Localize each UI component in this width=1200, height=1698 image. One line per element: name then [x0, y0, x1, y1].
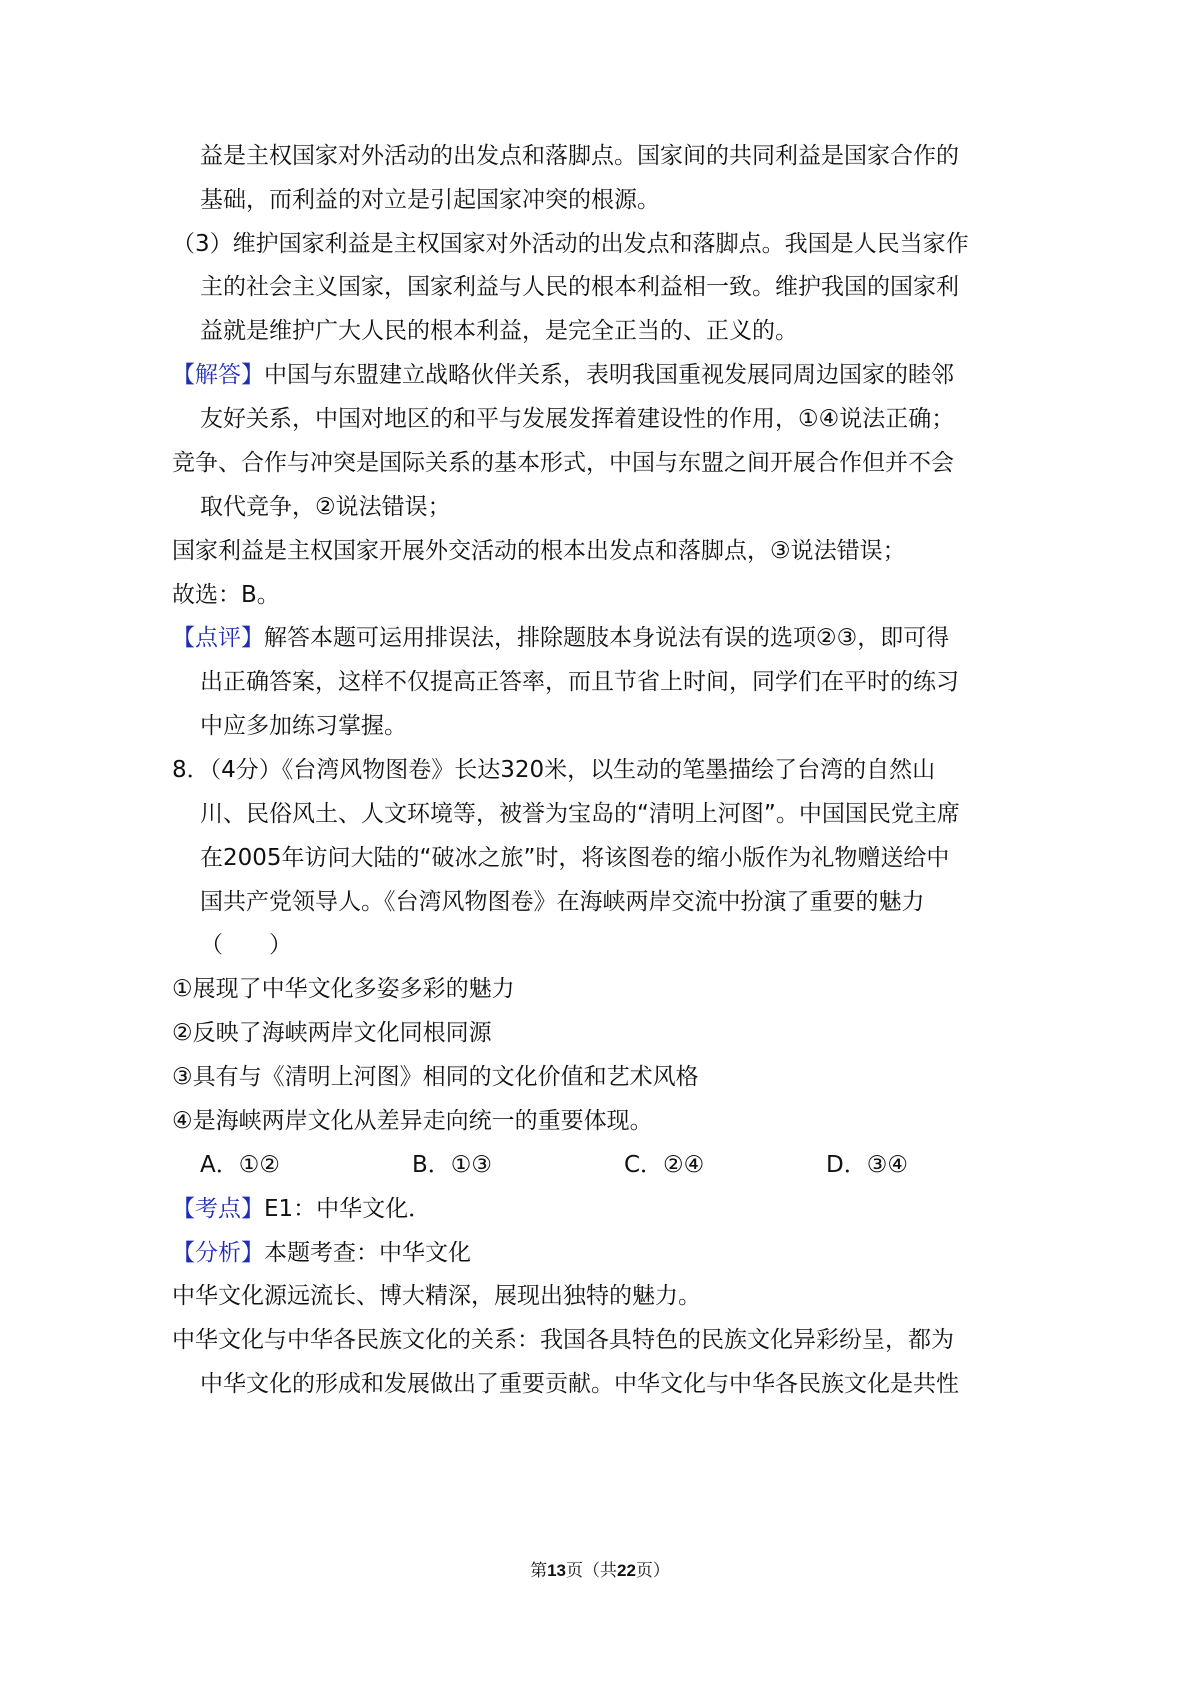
analysis-paragraph — [172, 1238, 471, 1268]
text-line: 友好关系，中国对地区的和平与发展发挥着建设性的作用，①④说法正确； — [200, 406, 955, 432]
text-line: 益是主权国家对外活动的出发点和落脚点。国家间的共同利益是国家合作的 — [200, 143, 959, 169]
answer-paragraph — [172, 360, 954, 390]
current-page-number: 13 — [547, 1561, 566, 1580]
topic-paragraph — [172, 1194, 431, 1224]
option-c: C．②④ — [624, 1152, 705, 1178]
footer-middle: 页（共 — [566, 1561, 617, 1581]
text-line: 出正确答案，这样不仅提高正答率，而且节省上时间，同学们在平时的练习 — [200, 669, 959, 695]
text-line: 国共产党领导人。《台湾风物图卷》在海峡两岸交流中扮演了重要的魅力 — [200, 889, 925, 915]
text-line: 中应多加练习掌握。 — [200, 713, 407, 739]
text-line: 中华文化的形成和发展做出了重要贡献。中华文化与中华各民族文化是共性 — [200, 1371, 959, 1397]
statement-2: ②反映了海峡两岸文化同根同源 — [172, 1020, 492, 1046]
statement-4: ④是海峡两岸文化从差异走向统一的重要体现。 — [172, 1108, 653, 1134]
comment-tag: 【点评】 — [172, 625, 264, 651]
statement-1: ①展现了中华文化多姿多彩的魅力 — [172, 976, 515, 1002]
answer-tag: 【解答】 — [172, 362, 264, 388]
text-line: 在2005年访问大陆的“破冰之旅”时，将该图卷的缩小版作为礼物赠送给中 — [200, 845, 950, 871]
text-line: 主的社会主义国家，国家利益与人民的根本利益相一致。维护我国的国家利 — [200, 274, 959, 300]
text-line: 中华文化源远流长、博大精深，展现出独特的魅力。 — [172, 1283, 701, 1309]
footer-suffix: 页） — [635, 1561, 670, 1581]
text-line: （3）维护国家利益是主权国家对外活动的出发点和落脚点。我国是人民当家作 — [172, 231, 969, 257]
statement-3: ③具有与《清明上河图》相同的文化价值和艺术风格 — [172, 1064, 699, 1090]
footer-prefix: 第 — [530, 1561, 548, 1581]
text-line: 竞争、合作与冲突是国际关系的基本形式，中国与东盟之间开展合作但并不会 — [172, 450, 954, 476]
text-line: 中国与东盟建立战略伙伴关系，表明我国重视发展同周边国家的睦邻 — [264, 362, 954, 388]
text-line: 本题考查：中华文化 — [264, 1240, 471, 1266]
text-line: 解答本题可运用排误法，排除题肢本身说法有误的选项②③，即可得 — [264, 625, 950, 651]
text-line: 中华文化与中华各民族文化的关系：我国各具特色的民族文化异彩纷呈，都为 — [172, 1327, 954, 1353]
text-line: 基础，而利益的对立是引起国家冲突的根源。 — [200, 187, 660, 213]
text-line: 益就是维护广大人民的根本利益，是完全正当的、正义的。 — [200, 318, 798, 344]
text-line: 国家利益是主权国家开展外交活动的根本出发点和落脚点，③说法错误； — [172, 538, 906, 564]
text-line: 故选：B。 — [172, 582, 280, 608]
option-d: D．③④ — [826, 1152, 908, 1178]
comment-paragraph — [172, 623, 949, 653]
text-line: 川、民俗风土、人文环境等，被誉为宝岛的“清明上河图”。中国国民党主席 — [200, 801, 960, 827]
text-line: 取代竞争，②说法错误； — [200, 494, 451, 520]
option-a: A．①② — [200, 1152, 280, 1178]
text-line: E1：中华文化． — [264, 1196, 432, 1222]
topic-tag: 【考点】 — [172, 1196, 264, 1222]
answer-blank: （ ） — [200, 932, 292, 958]
total-page-number: 22 — [617, 1561, 636, 1580]
option-b: B．①③ — [412, 1152, 493, 1178]
analysis-tag: 【分析】 — [172, 1240, 264, 1266]
page-footer — [0, 1556, 1200, 1581]
question-stem: 8．（4分）《台湾风物图卷》长达320米，以生动的笔墨描绘了台湾的自然山 — [172, 757, 936, 783]
